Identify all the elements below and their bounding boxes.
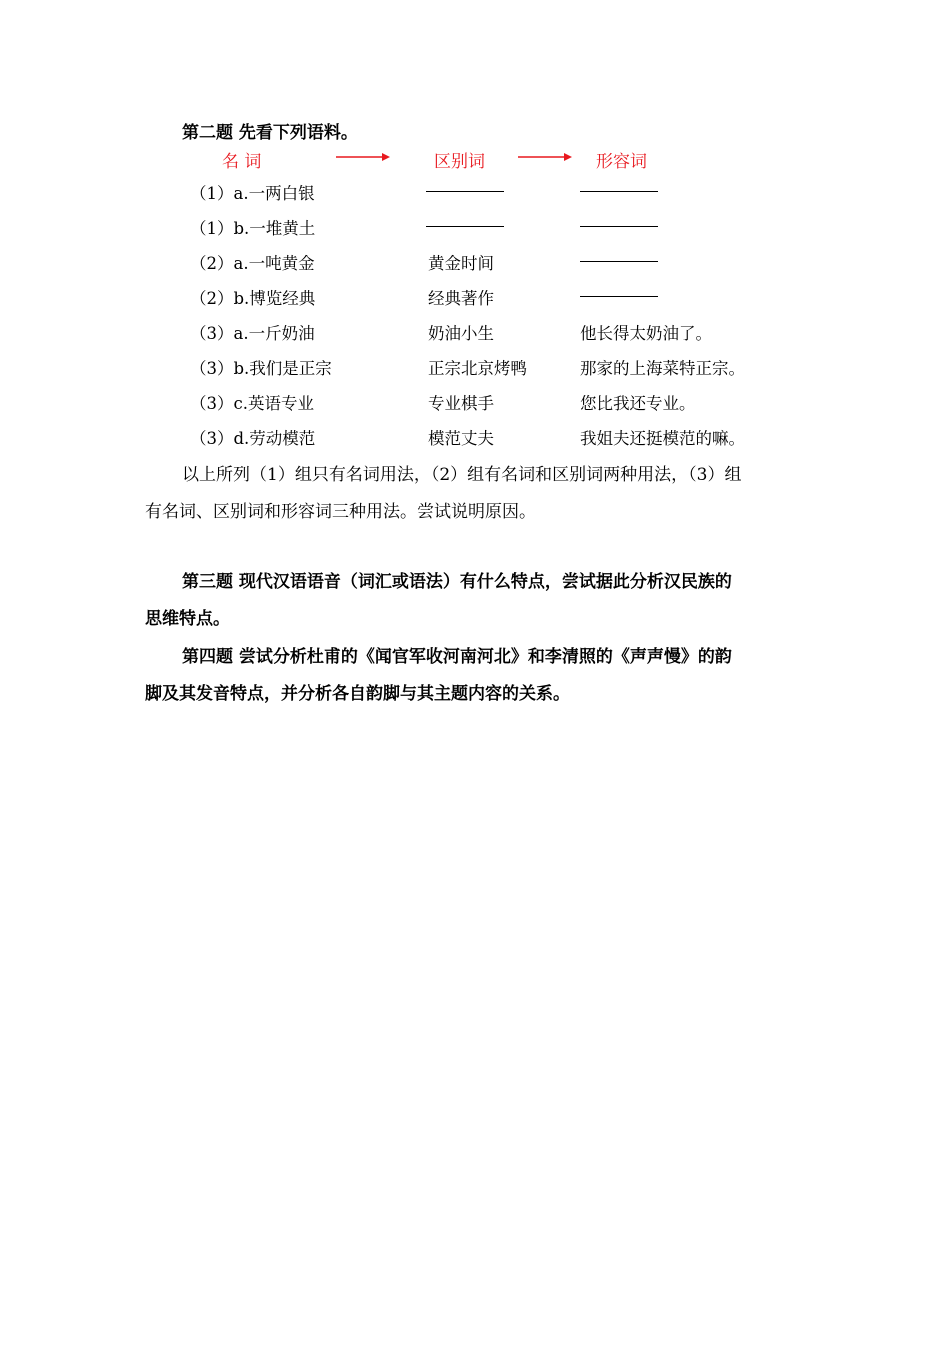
explanation-line-1: 以上所列（1）组只有名词用法，（2）组有名词和区别词两种用法，（3）组	[182, 465, 742, 485]
row-distinct: 经典著作	[428, 289, 494, 308]
row-distinct: 模范丈夫	[428, 429, 494, 448]
question-3-line-2: 思维特点。	[145, 609, 230, 629]
row-label: （2）b.博览经典	[190, 289, 316, 308]
row-distinct: 专业棋手	[428, 394, 494, 413]
question-4-line-1: 第四题 尝试分析杜甫的《闻官军收河南河北》和李清照的《声声慢》的韵	[182, 647, 732, 667]
question-2-title: 第二题 先看下列语料。	[182, 123, 358, 143]
question-3-line-1: 第三题 现代汉语语音（词汇或语法）有什么特点，尝试据此分析汉民族的	[182, 572, 732, 592]
question-4-line-2: 脚及其发音特点，并分析各自韵脚与其主题内容的关系。	[145, 684, 570, 704]
row-label: （1）b.一堆黄土	[190, 219, 316, 238]
row-distinct: 奶油小生	[428, 324, 494, 343]
header-distinct: 区别词	[434, 152, 485, 172]
blank-line	[580, 261, 658, 262]
arrow-right-icon	[518, 148, 574, 166]
row-adjective: 那家的上海菜特正宗。	[580, 359, 745, 378]
row-adjective: 他长得太奶油了。	[580, 324, 712, 343]
row-adjective: 您比我还专业。	[580, 394, 696, 413]
blank-line	[426, 226, 504, 227]
header-adjective: 形容词	[596, 152, 647, 172]
blank-line	[426, 191, 504, 192]
blank-line	[580, 191, 658, 192]
row-distinct: 黄金时间	[428, 254, 494, 273]
blank-line	[580, 296, 658, 297]
arrow-right-icon	[336, 148, 392, 166]
row-label: （3）d.劳动模范	[190, 429, 316, 448]
row-distinct: 正宗北京烤鸭	[428, 359, 527, 378]
row-label: （3）c.英语专业	[190, 394, 314, 413]
header-noun: 名 词	[222, 152, 262, 172]
explanation-line-2: 有名词、区别词和形容词三种用法。尝试说明原因。	[145, 502, 536, 522]
row-label: （3）a.一斤奶油	[190, 324, 315, 343]
row-adjective: 我姐夫还挺模范的嘛。	[580, 429, 745, 448]
row-label: （2）a.一吨黄金	[190, 254, 315, 273]
row-label: （1）a.一两白银	[190, 184, 315, 203]
blank-line	[580, 226, 658, 227]
row-label: （3）b.我们是正宗	[190, 359, 332, 378]
